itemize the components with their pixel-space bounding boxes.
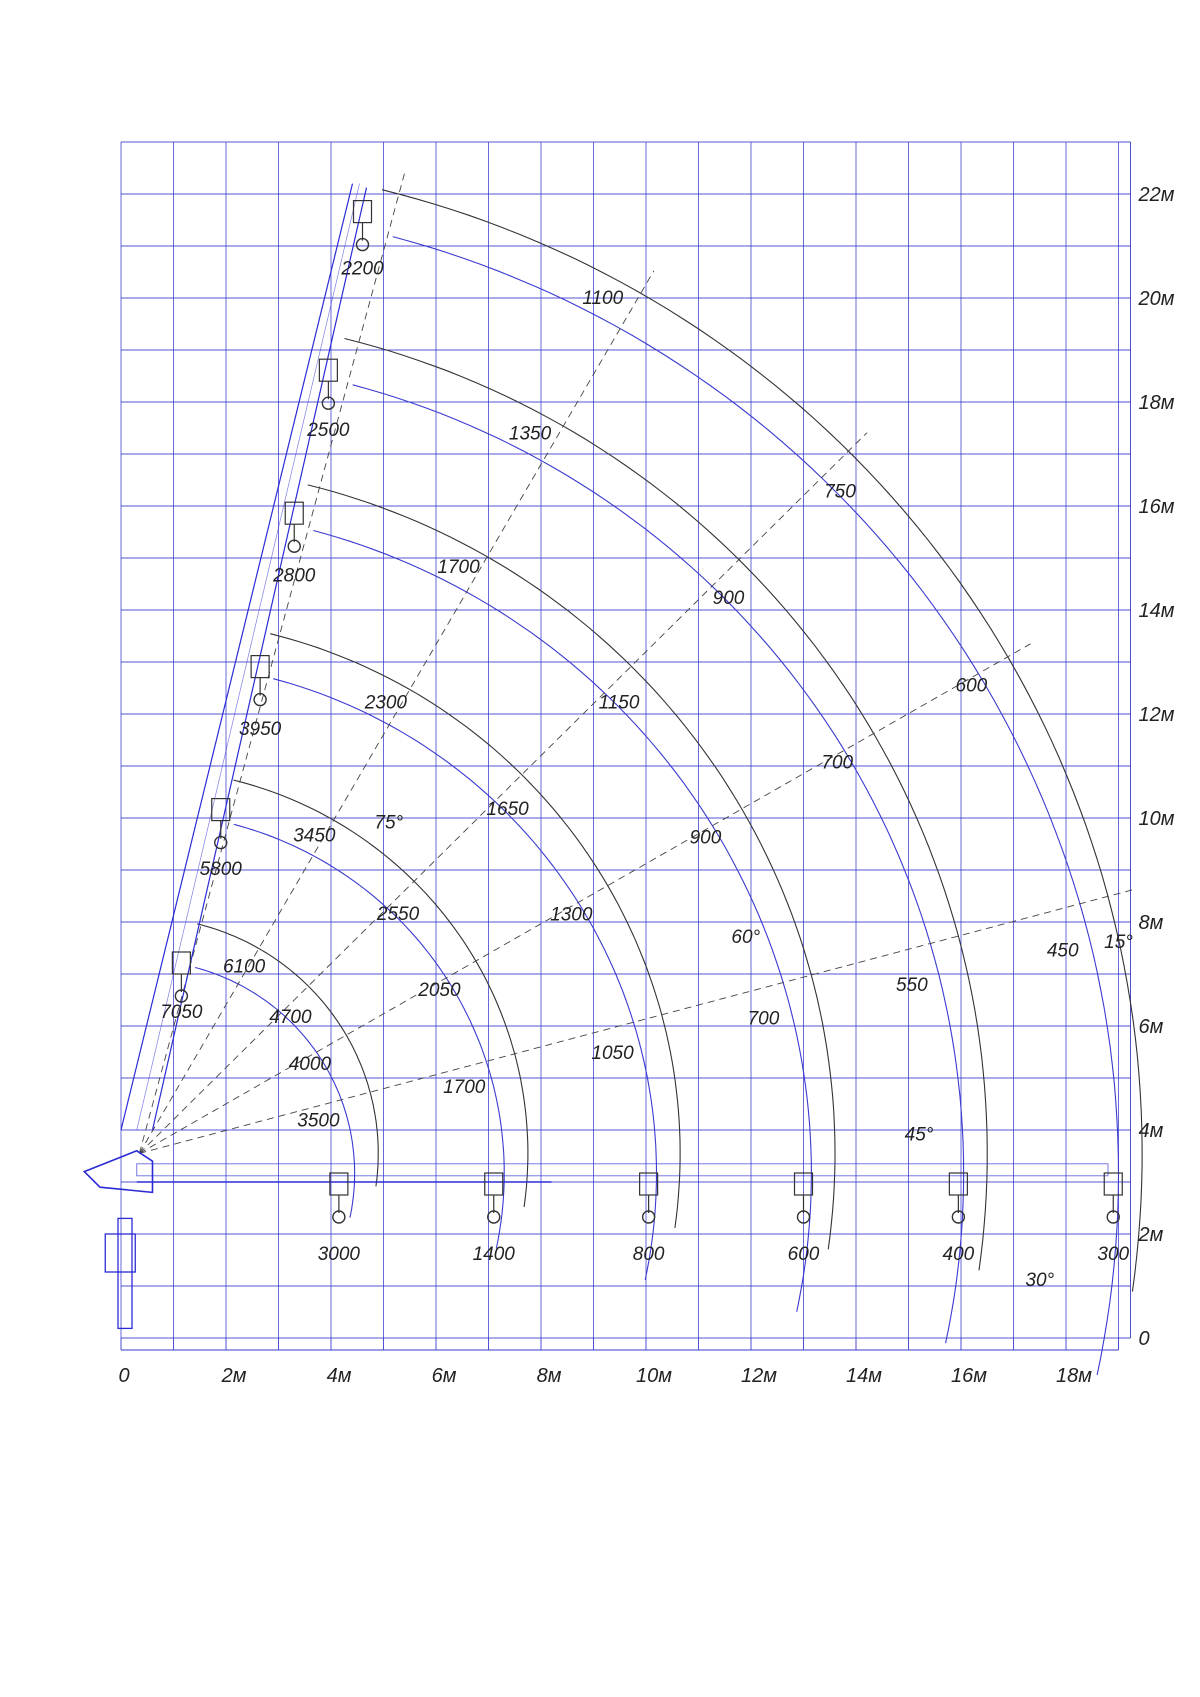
y-tick-label: 4м [1138,1120,1164,1142]
reach-arc-upper [308,485,835,1249]
y-tick-label: 20м [1138,288,1175,310]
reach-arc-lower [353,385,964,1343]
angle-label: 45° [904,1124,934,1146]
grid [121,142,1131,1350]
arc-load-label: 1150 [598,692,640,714]
y-tick-label: 2м [1138,1224,1164,1246]
boom-end-hook [949,1173,967,1223]
angle-ray-45 [139,433,867,1154]
arc-load-label: 550 [895,974,928,996]
x-tick-label: 18м [1056,1365,1092,1387]
sheave-block [251,656,269,678]
arc-load-label: 4700 [269,1006,312,1028]
labels [118,184,1174,1387]
boom-end-load-label: 600 [787,1244,820,1265]
angle-label: 15° [1104,932,1133,953]
tip-hook [212,799,230,849]
boom-end-load-label: 300 [1097,1244,1130,1265]
base [105,1234,135,1272]
reach-arc-upper [270,634,680,1228]
boom-raised-edge [153,188,367,1130]
tip-load-label: 2500 [307,419,350,441]
y-tick-label: 22м [1138,184,1175,206]
arc-load-label: 450 [1046,940,1079,962]
arc-load-label: 1650 [486,799,529,821]
x-tick-label: 6м [431,1365,457,1387]
arc-load-label: 3450 [293,825,336,847]
y-tick-label: 0 [1138,1328,1150,1350]
sheave-block [640,1173,658,1195]
arc-load-label: 600 [955,675,988,697]
y-tick-label: 6м [1138,1016,1164,1038]
y-tick-label: 8м [1138,912,1164,934]
boom-end-load-label: 3000 [317,1244,361,1265]
arc-load-label: 1100 [582,288,624,310]
tip-load-label: 5800 [199,859,242,881]
angle-label: 75° [374,812,404,834]
x-tick-label: 2м [221,1365,247,1387]
arc-load-label: 1700 [443,1077,486,1099]
arc-load-label: 900 [689,827,722,849]
x-tick-label: 4м [326,1365,352,1387]
sheave-block [949,1173,967,1195]
tip-load-label: 7050 [160,1002,203,1024]
x-tick-label: 16м [951,1365,987,1387]
boom-horizontal [137,1164,1108,1176]
angle-rays [139,169,1133,1153]
arc-load-label: 2300 [364,692,407,714]
tip-hook [285,502,303,552]
boom-end-load-label: 800 [632,1244,665,1265]
boom-raised-center [137,184,360,1130]
y-tick-label: 12м [1138,704,1175,726]
x-tick-label: 10м [636,1365,672,1387]
x-tick-label: 0 [118,1365,130,1387]
tip-load-label: 2200 [341,258,384,280]
arc-load-label: 900 [712,587,745,609]
arc-load-label: 1350 [508,423,552,445]
angle-label: 60° [731,926,761,948]
reach-arc-lower [234,824,504,1248]
x-tick-label: 12м [741,1365,777,1387]
boom-end-load-label: 1400 [472,1244,515,1265]
arc-load-label: 1700 [437,556,480,578]
arc-load-label: 1050 [591,1043,634,1065]
arc-load-label: 4000 [288,1053,332,1075]
arc-load-label: 2550 [376,903,420,925]
tip-load-label: 3950 [238,718,282,740]
y-tick-label: 18м [1138,392,1175,414]
boom-end-hook [1104,1173,1122,1223]
arc-load-label: 1300 [550,904,593,926]
arc-load-label: 700 [821,752,854,774]
column [118,1218,132,1328]
sheave-block [319,359,337,381]
angle-label: 30° [1025,1270,1055,1291]
arc-load-label: 750 [824,481,856,503]
boom-end-hook [485,1173,503,1223]
reach-arc-upper [233,780,528,1207]
sheave-block [172,952,190,974]
x-tick-label: 14м [846,1365,882,1387]
sheave-block [485,1173,503,1195]
arc-load-label: 700 [747,1008,780,1030]
tip-load-label: 2800 [273,565,316,587]
y-tick-label: 14м [1138,600,1175,622]
boom-end-load-label: 400 [942,1244,975,1265]
crane-drawing [84,184,1122,1329]
x-tick-label: 8м [536,1365,562,1387]
y-tick-label: 10м [1138,808,1175,830]
pivot-housing [84,1151,152,1193]
reach-arc-upper [345,339,988,1271]
arc-load-label: 6100 [222,956,266,978]
tip-hook [251,656,269,706]
arc-load-label: 2050 [418,979,461,1001]
reach-arc-upper [382,190,1142,1292]
boom-end-hook [640,1173,658,1223]
y-tick-label: 16м [1138,496,1175,518]
sheave-block [330,1173,348,1195]
boom-raised-edge [121,184,353,1130]
arc-load-label: 3500 [297,1110,340,1132]
boom-end-hook [330,1173,348,1223]
tip-hook [354,201,372,251]
sheave-block [1104,1173,1122,1195]
